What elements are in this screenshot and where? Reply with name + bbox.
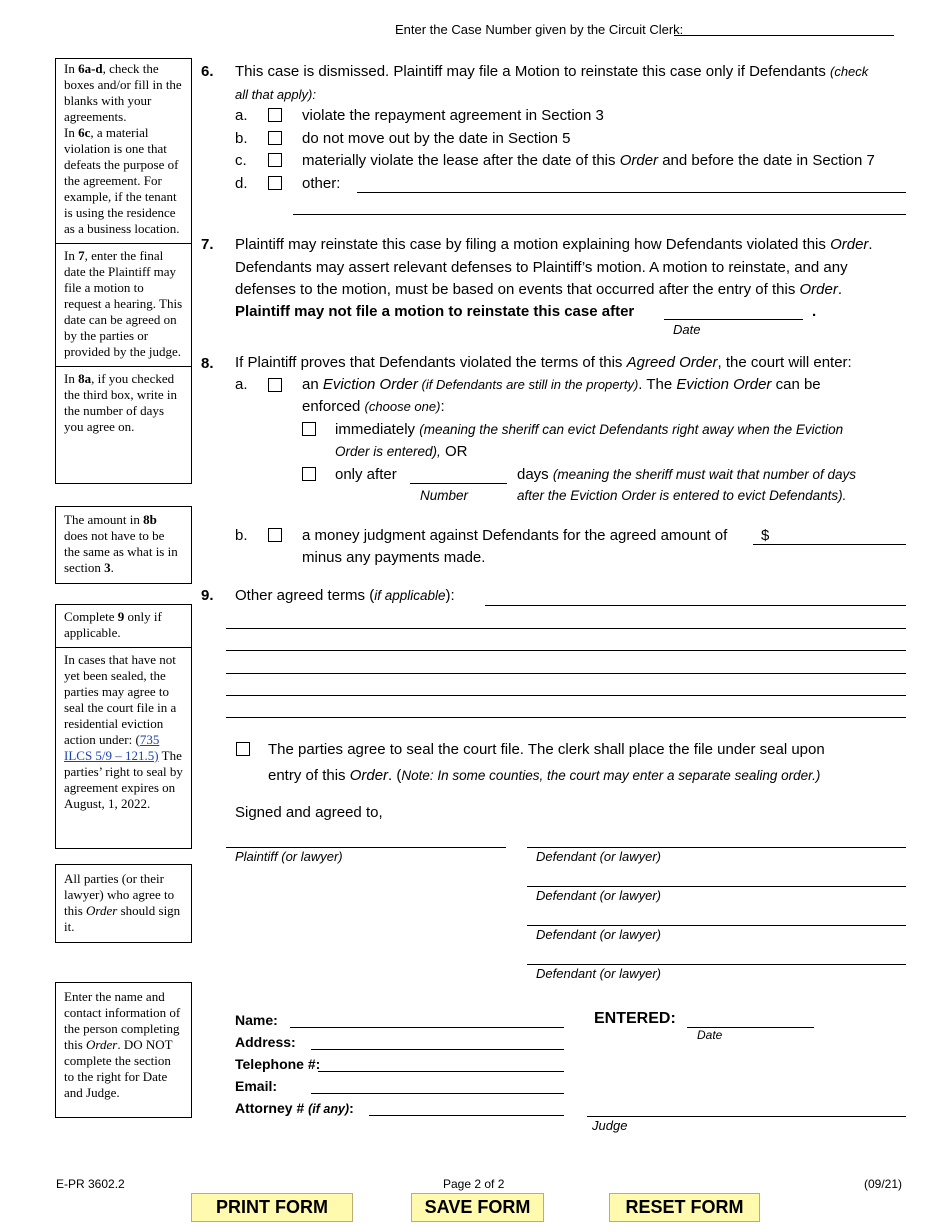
email-field[interactable] [311,1093,564,1094]
days-number-label: Number [420,488,469,503]
section-7-line-2: Defendants may assert relevant defenses to Plaintiff’s motion. A motion to reinstate, and any [235,259,848,276]
sidebar-note-7: In 7, enter the final date the Plaintiff may file a motion to request a hearing. This date can be agreed on by the parties or provided by the judge. [64,248,183,359]
immediately-text-2: Order is entered), OR [335,443,468,460]
sidebar-box-instructions-6-8 [55,58,192,484]
defendant-signature-label-3: Defendant (or lawyer) [536,927,661,942]
defendant-signature-line-2[interactable] [527,886,906,887]
checkbox-6b[interactable] [268,131,282,145]
other-terms-line-1[interactable] [485,605,906,606]
reinstate-date-label: Date [673,322,701,337]
section-7-period: . [812,303,817,320]
sidebar-note-6c: In 6c, a material violation is one that defeats the purpose of the agreement. For example, if the tenant is using the residence as a business location. [64,125,180,236]
section-6-paren: all that apply): [235,87,316,102]
page-number: Page 2 of 2 [443,1177,505,1191]
telephone-field[interactable] [318,1071,564,1072]
name-label: Name: [235,1012,278,1028]
days-number-field[interactable] [410,483,507,484]
attorney-label: Attorney # (if any): [235,1100,354,1116]
plaintiff-signature-line[interactable] [226,847,506,848]
defendant-signature-label-4: Defendant (or lawyer) [536,966,661,981]
defendant-signature-line-3[interactable] [527,925,906,926]
checkbox-only-after[interactable] [302,467,316,481]
section-8a-letter: a. [235,376,248,393]
section-6-text: This case is dismissed. Plaintiff may file a Motion to reinstate this case only if Defendants (check [235,63,869,80]
other-terms-line-5[interactable] [226,695,906,696]
section-8b-text: a money judgment against Defendants for the agreed amount of [302,527,728,544]
checkbox-6d[interactable] [268,176,282,190]
ilcs-link[interactable]: 735 ILCS 5/9 – 121.5) [64,732,160,763]
section-7-number: 7. [201,236,214,253]
email-label: Email: [235,1078,278,1094]
address-field[interactable] [311,1049,564,1050]
section-6c-text: materially violate the lease after the date of this Order and before the date in Section 7 [302,152,875,169]
section-7-line-1: Plaintiff may reinstate this case by filing a motion explaining how Defendants violated this Order. [235,236,873,253]
money-amount-field[interactable] [753,544,906,545]
other-field-line-1[interactable] [357,192,906,193]
dollar-sign: $ [761,527,770,544]
section-7-line-3: defenses to the motion, must be based on events that occurred after the entry of this Order. [235,281,843,298]
section-8-number: 8. [201,355,214,372]
judge-label: Judge [592,1118,628,1133]
sidebar-box-8b: The amount in 8b does not have to be the same as what is in section 3. [55,506,192,584]
section-8a-enforced: enforced (choose one): [302,398,445,415]
case-number-label: Enter the Case Number given by the Circuit Clerk: [395,22,684,37]
judge-signature-line[interactable] [587,1116,906,1117]
section-6d-letter: d. [235,175,248,192]
plaintiff-signature-label: Plaintiff (or lawyer) [235,849,343,864]
address-label: Address: [235,1034,296,1050]
save-form-button[interactable]: SAVE FORM [411,1193,544,1222]
other-field-line-2[interactable] [293,214,906,215]
days-text: days (meaning the sheriff must wait that number of days [517,466,857,483]
entered-date-label: Date [697,1028,723,1042]
section-7-bold: Plaintiff may not file a motion to reinstate this case after [235,303,635,320]
other-terms-line-2[interactable] [226,628,906,629]
other-terms-line-4[interactable] [226,673,906,674]
defendant-signature-line-4[interactable] [527,964,906,965]
days-note-2: after the Eviction Order is entered to evict Defendants). [517,488,847,503]
attorney-field[interactable] [369,1115,564,1116]
section-6a-letter: a. [235,107,248,124]
section-9-number: 9. [201,587,214,604]
case-number-field[interactable] [674,35,894,36]
form-number: E-PR 3602.2 [56,1177,125,1191]
section-6c-letter: c. [235,152,247,169]
immediately-text: immediately (meaning the sheriff can evict Defendants right away when the Eviction [335,421,844,438]
section-6b-text: do not move out by the date in Section 5 [302,130,571,147]
defendant-signature-line-1[interactable] [527,847,906,848]
defendant-signature-label-2: Defendant (or lawyer) [536,888,661,903]
section-6a-text: violate the repayment agreement in Section 3 [302,107,604,124]
only-after-text: only after [335,466,397,483]
reset-form-button[interactable]: RESET FORM [609,1193,760,1222]
sidebar-box-sign: All parties (or their lawyer) who agree to this Order should sign it. [55,864,192,943]
print-form-button[interactable]: PRINT FORM [191,1193,353,1222]
seal-text-2: entry of this Order. (Note: In some counties, the court may enter a separate sealing order.) [268,767,821,784]
checkbox-8a[interactable] [268,378,282,392]
section-6b-letter: b. [235,130,248,147]
entered-label: ENTERED: [594,1010,676,1027]
defendant-signature-label-1: Defendant (or lawyer) [536,849,661,864]
checkbox-immediately[interactable] [302,422,316,436]
telephone-label: Telephone #: [235,1056,321,1072]
other-terms-line-3[interactable] [226,650,906,651]
revision-date: (09/21) [864,1177,903,1191]
section-8b-text-2: minus any payments made. [302,549,486,566]
sidebar-box-contact: Enter the name and contact information of the person completing this Order. DO NOT complete the section to the right for Date and Judge. [55,982,192,1118]
seal-text-1: The parties agree to seal the court file. The clerk shall place the file under seal upon [268,741,825,758]
section-9-text: Other agreed terms (if applicable): [235,587,455,604]
sidebar-note-9: Complete 9 only if applicable. [64,609,162,640]
section-8b-letter: b. [235,527,248,544]
section-8a-text: an Eviction Order (if Defendants are still in the property). The Eviction Order can be [302,376,821,393]
sidebar-note-8a: In 8a, if you checked the third box, write in the number of days you agree on. [64,371,178,434]
sidebar-box-9-seal [55,604,192,849]
checkbox-6a[interactable] [268,108,282,122]
reinstate-date-field[interactable] [664,319,803,320]
checkbox-8b[interactable] [268,528,282,542]
signed-label: Signed and agreed to, [235,804,383,821]
other-terms-line-6[interactable] [226,717,906,718]
checkbox-seal[interactable] [236,742,250,756]
name-field[interactable] [290,1027,564,1028]
sidebar-note-6a-d: In 6a-d, check the boxes and/or fill in the blanks with your agreements. [64,61,182,124]
sidebar-note-seal: In cases that have not yet been sealed, the parties may agree to seal the court file in a residential eviction action under: (735 ILCS 5/9 – 121.5) The parties’ right to seal by agreement expires on August, 1, 2022. [64,652,183,811]
checkbox-6c[interactable] [268,153,282,167]
section-6d-text: other: [302,175,341,192]
section-6-number: 6. [201,63,214,80]
section-8-text: If Plaintiff proves that Defendants violated the terms of this Agreed Order, the court will enter: [235,354,852,371]
